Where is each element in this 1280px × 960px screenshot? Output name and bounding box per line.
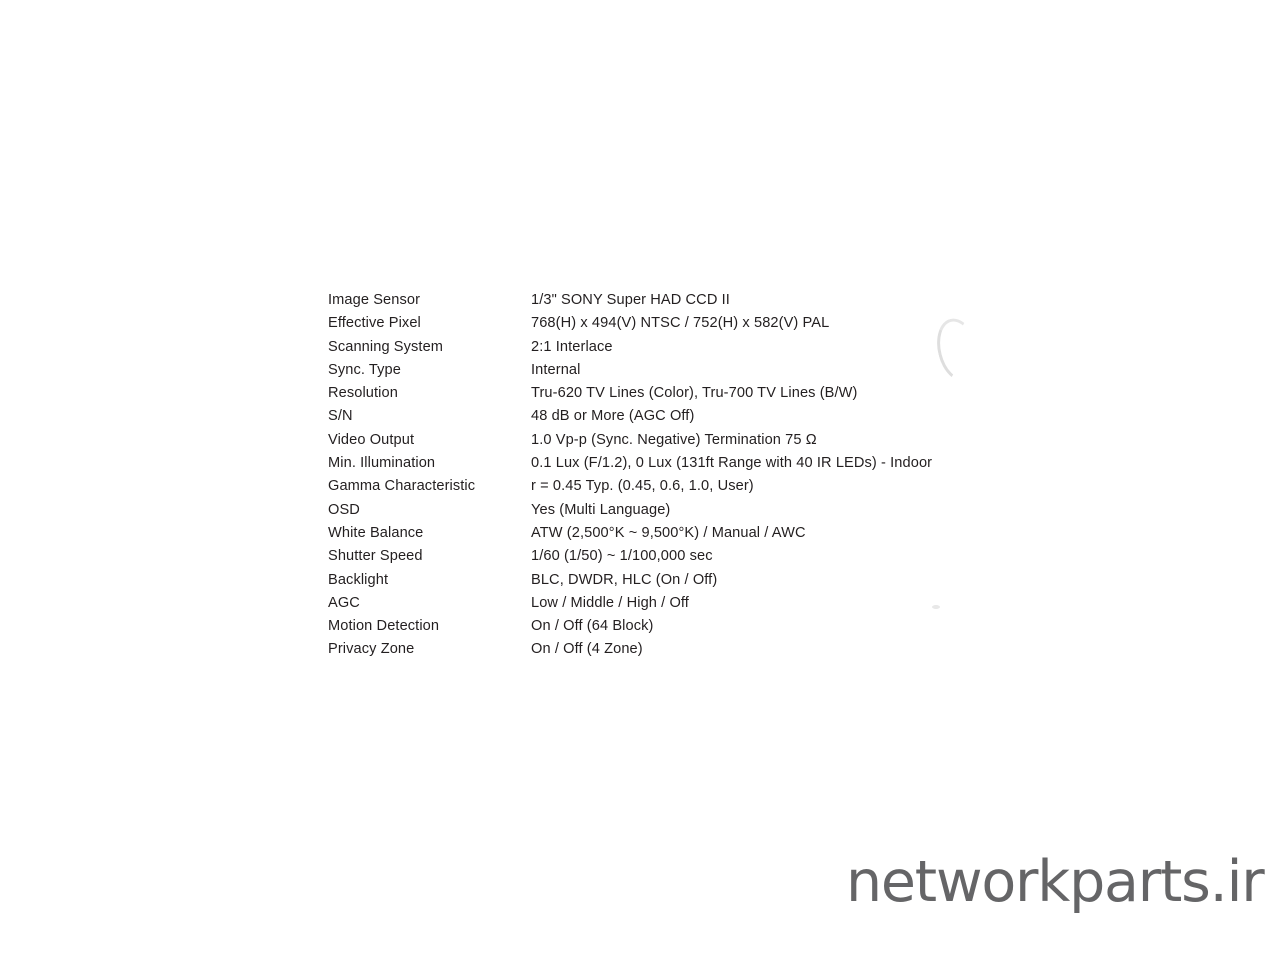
spec-value: r = 0.45 Typ. (0.45, 0.6, 1.0, User) — [531, 478, 754, 495]
spec-label: S/N — [328, 408, 353, 425]
spec-label: OSD — [328, 501, 360, 518]
spec-value: Tru-620 TV Lines (Color), Tru-700 TV Lines (B/W) — [531, 385, 858, 402]
table-row — [328, 339, 1028, 362]
spec-label: Resolution — [328, 385, 398, 402]
spec-value: 0.1 Lux (F/1.2), 0 Lux (131ft Range with 40 IR LEDs) - Indoor — [531, 455, 933, 472]
spec-value: ATW (2,500°K ~ 9,500°K) / Manual / AWC — [531, 524, 806, 541]
spec-value: 1.0 Vp-p (Sync. Negative) Termination 75 Ω — [531, 431, 817, 448]
spec-label: Motion Detection — [328, 618, 440, 635]
table-row — [328, 362, 1028, 385]
table-row — [328, 455, 1028, 478]
table-row — [328, 595, 1028, 618]
table-row — [328, 408, 1028, 431]
spec-value: 1/60 (1/50) ~ 1/100,000 sec — [531, 548, 713, 565]
spec-value: 48 dB or More (AGC Off) — [531, 408, 695, 425]
spec-value: 768(H) x 494(V) NTSC / 752(H) x 582(V) PAL — [531, 315, 830, 332]
table-row — [328, 502, 1028, 525]
spec-label: Gamma Characteristic — [328, 478, 476, 495]
spec-label: Video Output — [328, 431, 415, 448]
spec-value: 2:1 Interlace — [531, 338, 613, 355]
table-row — [328, 292, 1028, 315]
spec-value: Low / Middle / High / Off — [531, 594, 689, 611]
spec-label: Scanning System — [328, 338, 444, 355]
spec-value: On / Off (4 Zone) — [531, 641, 643, 658]
spec-label: AGC — [328, 594, 360, 611]
table-row — [328, 548, 1028, 571]
spec-value: Yes (Multi Language) — [531, 501, 671, 518]
spec-label: Image Sensor — [328, 292, 421, 308]
spec-label: Effective Pixel — [328, 315, 421, 332]
spec-value: 1/3" SONY Super HAD CCD II — [531, 292, 730, 308]
specification-table — [328, 292, 1028, 665]
table-row — [328, 385, 1028, 408]
spec-label: White Balance — [328, 524, 424, 541]
table-row — [328, 432, 1028, 455]
table-row — [328, 641, 1028, 664]
table-row — [328, 618, 1028, 641]
spec-label: Privacy Zone — [328, 641, 415, 658]
spec-label: Backlight — [328, 571, 389, 588]
table-row — [328, 525, 1028, 548]
spec-value: BLC, DWDR, HLC (On / Off) — [531, 571, 718, 588]
table-row — [328, 478, 1028, 501]
table-row — [328, 572, 1028, 595]
spec-label: Shutter Speed — [328, 548, 423, 565]
watermark-text: networkparts.ir — [846, 849, 1264, 915]
spec-label: Sync. Type — [328, 361, 401, 378]
table-row — [328, 315, 1028, 338]
spec-label: Min. Illumination — [328, 455, 436, 472]
spec-value: Internal — [531, 361, 581, 378]
spec-value: On / Off (64 Block) — [531, 618, 654, 635]
